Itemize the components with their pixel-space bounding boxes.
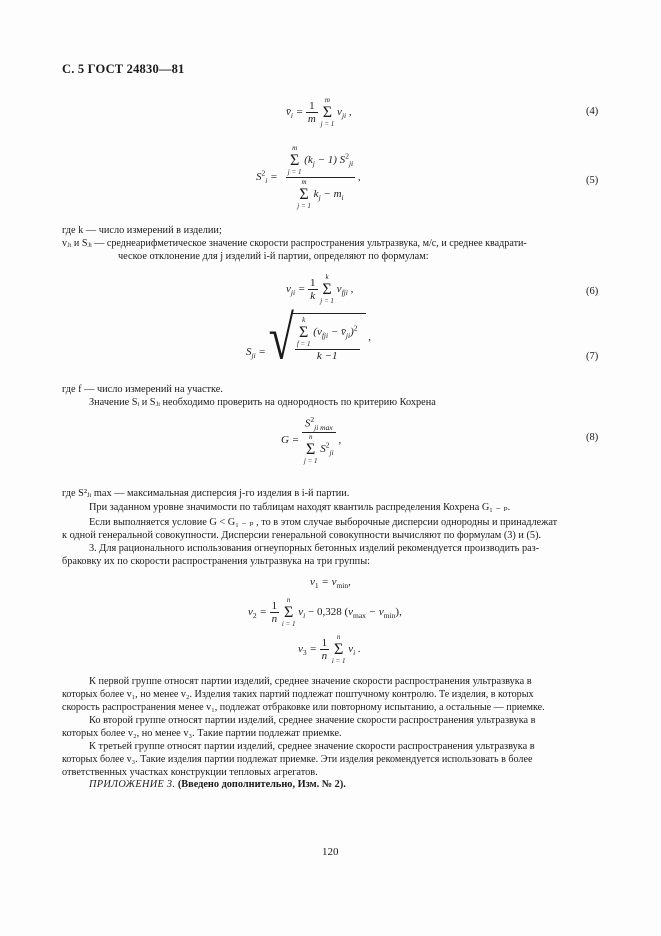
formula-v3: $v_3$ = $\frac{1}{n}$ n Σ i = 1 $v_i$ .: [298, 633, 361, 665]
group-3-line-2: которых более v₃. Такие изделия партии подлежат приемке. Эти изделия рекомендуется использовать в более: [62, 754, 533, 765]
group-2-line-1: Ко второй группе относят партии изделий, среднее значение скорости распространения ультразвука в: [89, 715, 536, 726]
formula-v2: $v_2$ = $\frac{1}{n}$ n Σ i = 1 $v_i - 0,328$ $(v_{max} - v_{min})$,: [248, 596, 402, 628]
formula-5: $S^2_i$ = m Σ j = 1 $(k_j - 1)$ $S^2_{ji}$ m Σ j = 1 $k_j - m_i$ ,: [256, 144, 361, 210]
definition-v-s-2: ческое отклонение для j изделий i-й партии, определяют по формулам:: [118, 251, 429, 262]
equation-number-6: (6): [586, 286, 599, 297]
formula-8: G = $S^2_{ji max}$ n Σ j = 1 $S^2_{ji}$ ,: [281, 415, 342, 465]
equation-number-4: (4): [586, 106, 599, 117]
definition-k: где k — число измерений в изделии;: [62, 225, 222, 236]
group-1-line-2: которых более v₁, но менее v₂. Изделия таких партий подлежат поштучному контролю. Те изделия, в которых: [62, 689, 534, 700]
definition-v-s-1: vⱼᵢ и Sⱼᵢ — среднеарифметическое значение скорости распространения ультразвука, м/с, и среднее квадрати-: [62, 238, 527, 249]
appendix-amendment: (Введено дополнительно, Изм. № 2).: [177, 779, 346, 790]
formula-4: $v̄_i$ = $\frac{1}{m}$ m Σ j = 1 $v_{ji}$ ,: [286, 96, 352, 128]
paragraph-item-3-1: 3. Для рационального использования огнеупорных бетонных изделий рекомендуется производить раз-: [89, 543, 540, 554]
group-1-line-3: скорость распространения менее v₁, подлежат отбраковке или повторному испытанию, а остальные — приемке.: [62, 702, 545, 713]
equation-number-7: (7): [586, 351, 599, 362]
formula-7: $S_{ji}$ = √ k Σ f = 1 ($v_{fji}$ − $v̄_{ji})^2$ k −1 ,: [246, 302, 371, 372]
equation-number-5: (5): [586, 175, 599, 186]
group-2-line-2: которых более v₂, но менее v₃. Такие партии подлежат приемке.: [62, 728, 342, 739]
appendix-label: ПРИЛОЖЕНИЕ 3.: [89, 779, 176, 790]
paragraph-condition-1: Если выполняется условие G < G₁ ₋ ₚ , то в этом случае выборочные дисперсии однородны и принадлежат: [89, 517, 558, 528]
appendix-note: [89, 779, 346, 791]
paragraph-item-3-2: браковку их по скорости распространения ультразвука на три группы:: [62, 556, 370, 567]
cochran-check: Значение Sᵢ и Sⱼᵢ необходимо проверить на однородность по критерию Кохрена: [89, 397, 436, 408]
page-header: С. 5 ГОСТ 24830—81: [62, 62, 185, 76]
formula-v1: $v_1 = v_{min}$,: [310, 576, 351, 591]
group-1-line-1: К первой группе относят партии изделий, среднее значение скорости распространения ультразвука в: [89, 676, 532, 687]
paragraph-quantile: При заданном уровне значимости по таблицам находят квантиль распределения Кохрена G₁ ₋ ₚ.: [89, 502, 511, 513]
page-number: 120: [322, 846, 339, 858]
definition-s-max: где S²ⱼᵢ max — максимальная дисперсия j-го изделия в i-й партии.: [62, 488, 350, 499]
equation-number-8: (8): [586, 432, 599, 443]
definition-f: где f — число измерений на участке.: [62, 384, 223, 395]
formula-6: $v_{ji}$ = $\frac{1}{k}$ k Σ j = 1 $v_{fji}$ ,: [286, 273, 354, 305]
paragraph-condition-2: к одной генеральной совокупности. Дисперсии генеральной совокупности вычисляют по формулам (3) и (5).: [62, 530, 542, 541]
group-3-line-3: ответственных участках конструкции тепловых агрегатов.: [62, 767, 318, 778]
group-3-line-1: К третьей группе относят партии изделий, среднее значение скорости распространения ультразвука в: [89, 741, 535, 752]
